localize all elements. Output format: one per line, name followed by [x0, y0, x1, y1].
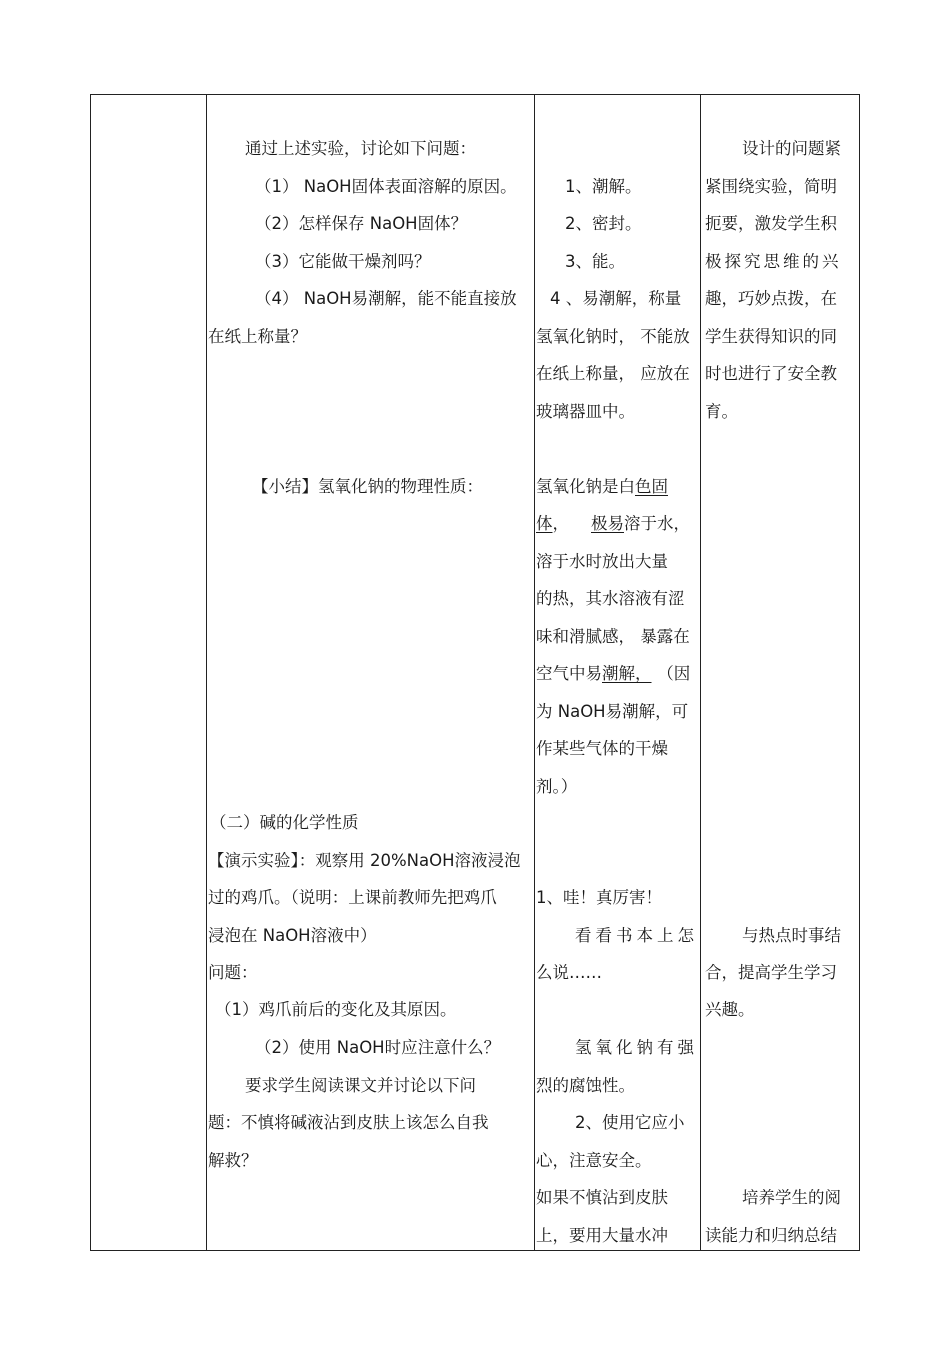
demo-experiment-cont-2: 浸泡在 NaOH溶液中） [208, 926, 377, 945]
intent-1-line-6: 学生获得知识的同 [705, 327, 837, 346]
summary-line-6: 空气中易潮解， （因 [536, 664, 691, 683]
answer-4-cont-2: 在纸上称量， 应放在 [536, 364, 690, 383]
intent-1-line-2: 紧围绕实验，简明 [705, 177, 837, 196]
answer-4-cont: 氢氧化钠时， 不能放 [536, 327, 690, 346]
column-divider-2 [534, 94, 535, 1251]
chem-question-2: （2）使用 NaOH时应注意什么？ [255, 1038, 501, 1057]
reading-task-cont-2: 解救？ [208, 1151, 258, 1170]
intent-1-line-1: 设计的问题紧 [742, 139, 841, 158]
answer-4: 4 、易潮解，称量 [550, 289, 682, 308]
summary-heading: 【小结】氢氧化钠的物理性质： [252, 477, 483, 496]
question-1: （1） NaOH固体表面溶解的原因。 [255, 177, 517, 196]
questions-label: 问题： [208, 963, 258, 982]
chem-question-1: （1）鸡爪前后的变化及其原因。 [215, 1000, 457, 1019]
intent-2-line-1: 与热点时事结 [742, 926, 841, 945]
reading-task-cont: 题：不慎将碱液沾到皮肤上该怎么自我 [208, 1113, 489, 1132]
summary-line-9: 剂。） [536, 777, 578, 796]
answer-1: 1、潮解。 [565, 177, 642, 196]
question-3: （3）它能做干燥剂吗？ [255, 252, 431, 271]
reaction-2-cont: 么说…… [536, 963, 602, 982]
summary-line-1: 氢氧化钠是白色固 [536, 477, 668, 496]
first-aid-note: 如果不慎沾到皮肤 [536, 1188, 668, 1207]
reading-task: 要求学生阅读课文并讨论以下问 [245, 1076, 476, 1095]
safety-note: 2、使用它应小 [575, 1113, 685, 1132]
reaction-1: 1、哇！真厉害！ [536, 888, 662, 907]
intent-1-line-5: 趣，巧妙点拨，在 [705, 289, 837, 308]
demo-experiment: 【演示实验】：观察用 20%NaOH溶液浸泡 [208, 851, 521, 870]
summary-line-5: 味和滑腻感， 暴露在 [536, 627, 690, 646]
first-aid-note-cont: 上，要用大量水冲 [536, 1226, 668, 1245]
answer-3: 3、能。 [565, 252, 625, 271]
answer-2: 2、密封。 [565, 214, 642, 233]
summary-line-2: 体， 极易溶于水， [536, 514, 690, 533]
intent-2-line-3: 兴趣。 [705, 1000, 755, 1019]
summary-line-8: 作某些气体的干燥 [536, 739, 668, 758]
reaction-2: 看看书本上怎 [575, 926, 698, 945]
discussion-intro: 通过上述实验，讨论如下问题： [245, 139, 476, 158]
column-divider-1 [206, 94, 207, 1251]
intent-1-line-4: 极探究思维的兴 [705, 252, 842, 271]
intent-1-line-7: 时也进行了安全教 [705, 364, 837, 383]
corrosive-note: 氢氧化钠有强 [575, 1038, 698, 1057]
summary-line-3: 溶于水时放出大量 [536, 552, 668, 571]
intent-3-line-2: 读能力和归纳总结 [705, 1226, 837, 1245]
corrosive-note-cont: 烈的腐蚀性。 [536, 1076, 635, 1095]
intent-2-line-2: 合，提高学生学习 [705, 963, 837, 982]
answer-4-cont-3: 玻璃器皿中。 [536, 402, 635, 421]
section-heading: （二）碱的化学性质 [210, 813, 359, 832]
column-divider-3 [700, 94, 701, 1251]
question-4-cont: 在纸上称量？ [208, 327, 307, 346]
question-2: （2）怎样保存 NaOH固体？ [255, 214, 468, 233]
intent-1-line-8: 育。 [705, 402, 738, 421]
summary-line-7: 为 NaOH易潮解，可 [536, 702, 689, 721]
question-4: （4） NaOH易潮解，能不能直接放 [255, 289, 517, 308]
summary-line-4: 的热，其水溶液有涩 [536, 589, 685, 608]
demo-experiment-cont: 过的鸡爪。（说明：上课前教师先把鸡爪 [208, 888, 497, 907]
safety-note-cont: 心，注意安全。 [536, 1151, 652, 1170]
intent-1-line-3: 扼要，激发学生积 [705, 214, 837, 233]
intent-3-line-1: 培养学生的阅 [742, 1188, 841, 1207]
